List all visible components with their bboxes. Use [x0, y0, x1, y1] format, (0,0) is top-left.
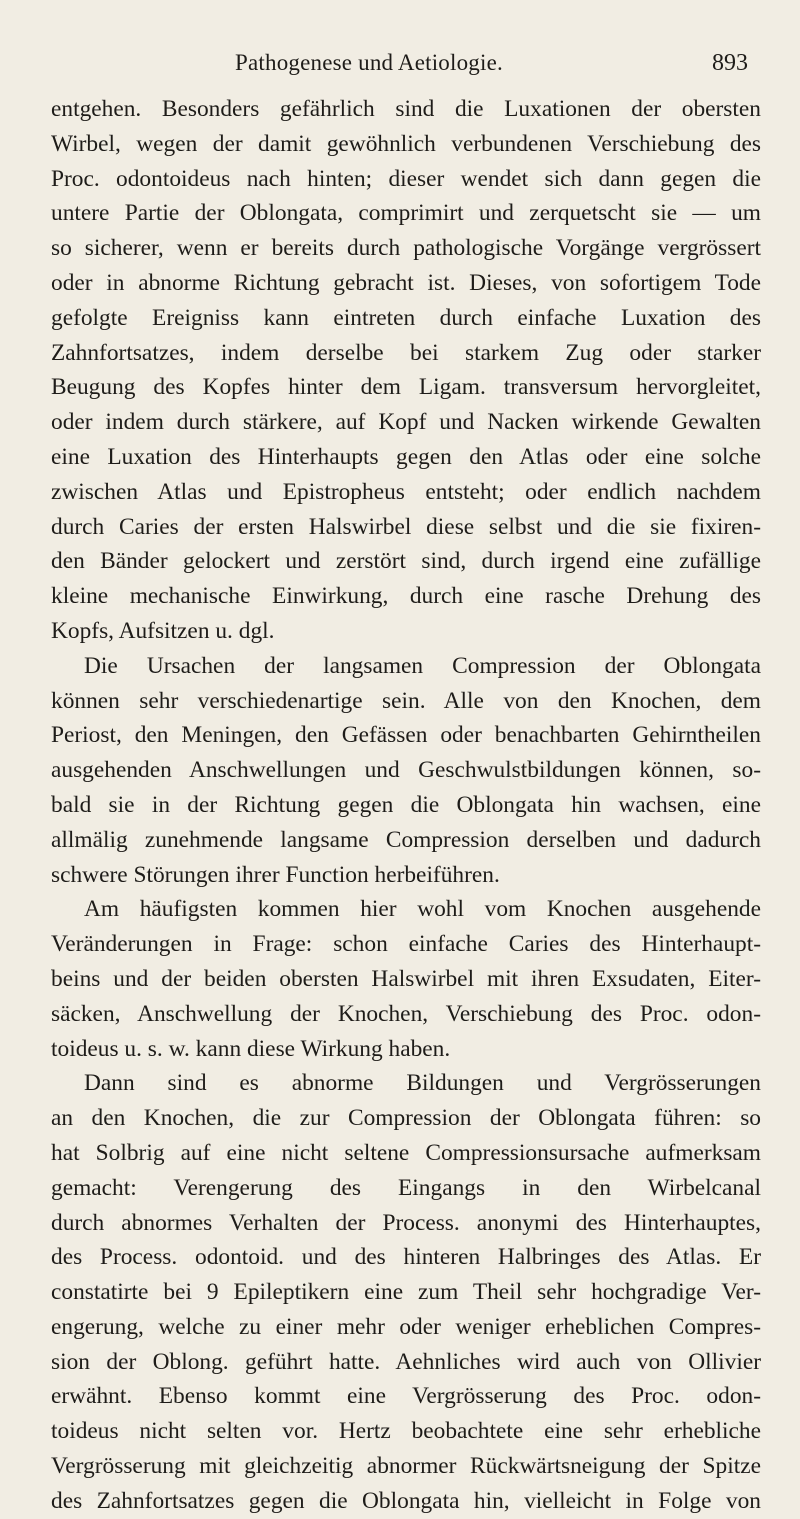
text-line: Wirbel, wegen der damit gewöhnlich verbundenen Verschiebung des — [51, 130, 761, 157]
text-line: Periost, den Meningen, den Gefässen oder benachbarten Gehirntheilen — [51, 722, 761, 749]
text-line: Die Ursachen der langsamen Compression der Oblongata — [84, 652, 761, 679]
text-line: Am häufigsten kommen hier wohl vom Knochen ausgehende — [84, 896, 761, 923]
text-line: ausgehenden Anschwellungen und Geschwulstbildungen können, so- — [51, 757, 761, 784]
text-line: bald sie in der Richtung gegen die Oblongata hin wachsen, eine — [51, 791, 761, 818]
running-head: Pathogenese und Aetiologie. — [235, 50, 503, 75]
text-line: Vergrösserung mit gleichzeitig abnormer Rückwärtsneigung der Spitze — [51, 1453, 761, 1480]
text-line: toideus u. s. w. kann diese Wirkung haben. — [51, 1035, 451, 1062]
text-line: säcken, Anschwellung der Knochen, Verschiebung des Proc. odon- — [51, 1000, 761, 1027]
text-line: Dann sind es abnorme Bildungen und Vergrösserungen — [84, 1070, 761, 1097]
text-line: constatirte bei 9 Epileptikern eine zum Theil sehr hochgradige Ver- — [51, 1279, 761, 1306]
page-number: 893 — [712, 50, 748, 76]
text-line: Kopfs, Aufsitzen u. dgl. — [51, 617, 275, 644]
text-line: Beugung des Kopfes hinter dem Ligam. transversum hervorgleitet, — [51, 374, 761, 401]
text-line: untere Partie der Oblongata, comprimirt und zerquetscht sie — um — [51, 200, 761, 227]
text-line: kleine mechanische Einwirkung, durch eine rasche Drehung des — [51, 583, 761, 610]
text-line: Veränderungen in Frage: schon einfache Caries des Hinterhaupt- — [51, 931, 761, 958]
text-line: durch abnormes Verhalten der Process. anonymi des Hinterhauptes, — [51, 1209, 761, 1236]
text-line: oder in abnorme Richtung gebracht ist. Dieses, von sofortigem Tode — [51, 269, 761, 296]
text-line: engerung, welche zu einer mehr oder weniger erheblichen Compres- — [51, 1313, 761, 1340]
text-line: Zahnfortsatzes, indem derselbe bei starkem Zug oder starker — [51, 339, 761, 366]
text-line: beins und der beiden obersten Halswirbel mit ihren Exsudaten, Eiter- — [51, 965, 761, 992]
text-line: können sehr verschiedenartige sein. Alle von den Knochen, dem — [51, 687, 761, 714]
text-line: toideus nicht selten vor. Hertz beobachtete eine sehr erhebliche — [51, 1418, 761, 1445]
text-line: gefolgte Ereigniss kann eintreten durch einfache Luxation des — [51, 304, 761, 331]
text-line: entgehen. Besonders gefährlich sind die Luxationen der obersten — [51, 96, 761, 122]
text-line: sion der Oblong. geführt hatte. Aehnliches wird auch von Ollivier — [51, 1348, 761, 1375]
text-line: an den Knochen, die zur Compression der Oblongata führen: so — [51, 1105, 761, 1132]
text-line: zwischen Atlas und Epistropheus entsteht; oder endlich nachdem — [51, 478, 761, 505]
text-line: den Bänder gelockert und zerstört sind, durch irgend eine zufällige — [51, 548, 761, 575]
text-line: Proc. odontoideus nach hinten; dieser wendet sich dann gegen die — [51, 165, 761, 192]
text-line: so sicherer, wenn er bereits durch pathologische Vorgänge vergrössert — [51, 235, 761, 262]
text-line: oder indem durch stärkere, auf Kopf und Nacken wirkende Gewalten — [51, 409, 761, 436]
text-line: des Process. odontoid. und des hinteren Halbringes des Atlas. Er — [51, 1244, 761, 1271]
text-line: erwähnt. Ebenso kommt eine Vergrösserung des Proc. odon- — [51, 1383, 761, 1410]
text-line: gemacht: Verengerung des Eingangs in den Wirbelcanal — [51, 1174, 761, 1201]
page-header — [0, 50, 800, 84]
text-line: hat Solbrig auf eine nicht seltene Compressionsursache aufmerksam — [51, 1139, 761, 1166]
text-line: allmälig zunehmende langsame Compression derselben und dadurch — [51, 826, 761, 853]
text-line: schwere Störungen ihrer Function herbeiführen. — [51, 861, 500, 888]
text-line: eine Luxation des Hinterhaupts gegen den Atlas oder eine solche — [51, 443, 761, 470]
text-line: durch Caries der ersten Halswirbel diese selbst und die sie fixiren- — [51, 513, 761, 540]
text-line: des Zahnfortsatzes gegen die Oblongata hin, vielleicht in Folge von — [51, 1487, 761, 1514]
body-text — [51, 92, 761, 1519]
